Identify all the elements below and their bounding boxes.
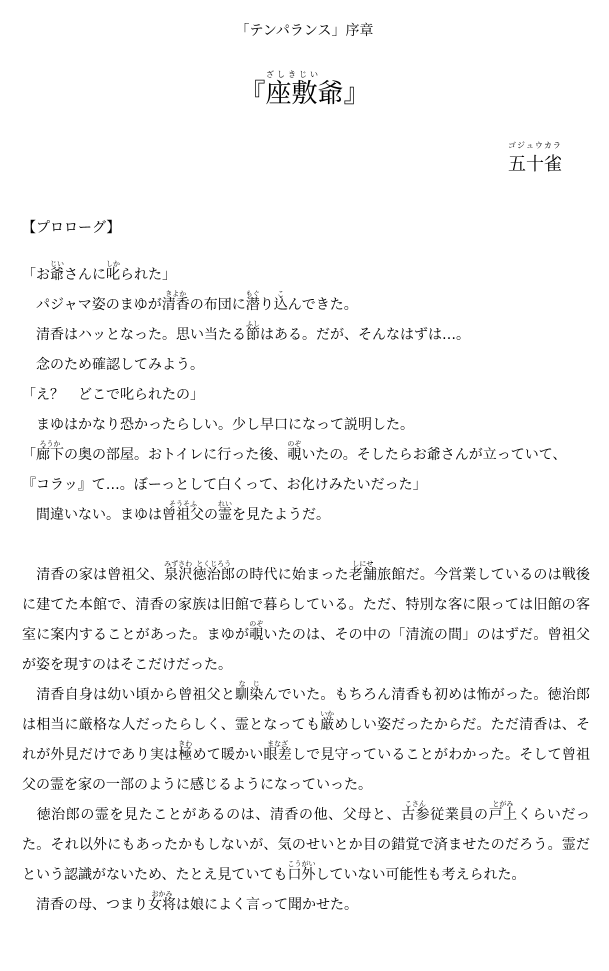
ruby-word: 爺じい xyxy=(50,260,64,283)
ruby-word: 覗のぞ xyxy=(287,440,302,463)
text-run: んできた。 xyxy=(287,297,358,313)
ruby-reading: こうがい xyxy=(287,860,316,868)
ruby-word: 戸上とがみ xyxy=(488,800,518,823)
ruby-reading: きわ xyxy=(178,740,193,748)
narration-paragraph xyxy=(22,320,590,350)
narration-paragraph xyxy=(22,410,590,440)
ruby-reading: とがみ xyxy=(488,800,518,808)
author-name: 五十雀 xyxy=(508,154,562,175)
ruby-word: 霊れい xyxy=(218,500,232,523)
text-run: 清香自身は幼い頃から曾祖父と xyxy=(36,687,236,703)
ruby-word: 女将おかみ xyxy=(148,890,176,913)
ruby-reading: ふし xyxy=(246,320,260,328)
ruby-reading: じい xyxy=(50,260,64,268)
text-run: は娘によく言って聞かせた。 xyxy=(176,897,358,913)
dialogue-line xyxy=(22,380,590,410)
text-run: めて暖かい xyxy=(192,747,264,763)
ruby-word: 口外こうがい xyxy=(287,860,316,883)
ruby-word: 曾祖父そうそふ xyxy=(162,500,204,523)
text-run: 「お xyxy=(22,267,50,283)
narration-paragraph xyxy=(22,500,590,530)
text-run: の奥の部屋。おトイレに行った後、 xyxy=(64,447,288,463)
ruby-reading: じ xyxy=(249,680,264,688)
text-run: 清香はハッとなった。思い当たる xyxy=(36,327,246,343)
ruby-reading: しか xyxy=(106,260,120,268)
ruby-reading: しにせ xyxy=(348,560,377,568)
ruby-word: 眼差まなざ xyxy=(263,740,292,763)
ruby-word: 古参こさん xyxy=(401,800,431,823)
ruby-reading: まなざ xyxy=(263,740,292,748)
ruby-reading: こさん xyxy=(401,800,430,808)
text-run: いたのは、その中の「清流の間」のはずだ。曾祖父が姿を現すのはそこだけだった。 xyxy=(22,627,591,673)
ruby-word: 節ふし xyxy=(246,320,260,343)
ruby-reading: のぞ xyxy=(249,620,264,628)
text-run: 間違いない。まゆは xyxy=(36,507,162,523)
text-run: の布団に xyxy=(189,297,246,313)
text-run: 「 xyxy=(22,447,36,463)
story-body xyxy=(22,260,590,920)
text-run: んでいた。もちろん清香も初めは怖がった。徳治郎は相当に厳格な人だったらしく、霊となっても xyxy=(22,687,591,733)
ruby-word: 老舗しにせ xyxy=(348,560,378,583)
ruby-reading: とくじろう xyxy=(192,560,235,568)
dialogue-line xyxy=(22,260,590,290)
ruby-reading: こ xyxy=(273,290,288,298)
title-ruby: ざしきじい xyxy=(266,70,321,79)
ruby-reading: のぞ xyxy=(287,440,302,448)
ruby-word: 清香きよか xyxy=(161,290,190,313)
ruby-reading: もぐ xyxy=(245,290,260,298)
text-run: いたの。そしたらお爺さんが立っていて、 xyxy=(301,447,567,463)
narration-paragraph xyxy=(22,680,590,800)
ruby-reading: おかみ xyxy=(148,890,176,898)
text-run: はある。だが、そんなはずは…。 xyxy=(260,327,470,343)
paragraph-gap xyxy=(22,530,590,560)
narration-paragraph xyxy=(22,890,590,920)
ruby-reading: ろうか xyxy=(36,440,64,448)
narration-paragraph xyxy=(22,350,590,380)
text-run: を見たようだ。 xyxy=(232,507,330,523)
text-run: していない可能性も考えられた。 xyxy=(315,867,526,883)
ruby-reading: れい xyxy=(218,500,232,508)
text-run: 清香の家は曾祖父、 xyxy=(36,567,165,583)
narration-paragraph xyxy=(22,800,590,890)
author-ruby: ゴジュウカラ xyxy=(508,141,562,150)
text-run: しで見守っていることがわかった。そして曾祖父の霊を家の一部のように感じるようになっていった。 xyxy=(22,747,591,793)
narration-paragraph xyxy=(22,560,590,680)
text-run: られた」 xyxy=(120,267,176,283)
ruby-word: 極きわ xyxy=(178,740,193,763)
section-heading: 【プロローグ】 xyxy=(22,220,121,236)
ruby-word: 込こ xyxy=(273,290,288,313)
text-run: の xyxy=(204,507,218,523)
text-run: めしい姿だったからだ。ただ清香は、それが外見だけであり実は xyxy=(22,717,591,763)
ruby-reading: いか xyxy=(320,710,335,718)
text-run: 従業員の xyxy=(430,807,489,823)
story-title: 『座敷爺』 xyxy=(239,79,370,109)
text-run: 「え？ どこで叱られたの」 xyxy=(22,387,204,403)
text-run: くらいだった。それ以外にもあったかもしないが、気のせいとか目の錯覚で済ませたのだろう。霊だという認識がないため、たとえ見ていても xyxy=(22,807,591,883)
ruby-word: 染じ xyxy=(249,680,264,703)
text-run: り xyxy=(259,297,274,313)
dialogue-line xyxy=(22,470,590,500)
ruby-word: 徳治郎とくじろう xyxy=(192,560,236,583)
text-run: まゆはかなり恐かったらしい。少し早口になって説明した。 xyxy=(36,417,414,433)
ruby-word: 馴な xyxy=(235,680,250,703)
ruby-word: 厳いか xyxy=(320,710,335,733)
ruby-reading: きよか xyxy=(161,290,190,298)
text-run: パジャマ姿のまゆが xyxy=(36,297,162,313)
text-run: 『コラッ』て…。ぼーっとして白くって、お化けみたいだった」 xyxy=(22,477,427,493)
dialogue-line xyxy=(22,440,590,470)
text-run: 旅館だ。今営業しているのは戦後に建てた本館で、清香の家族は旧館で暮らしている。ただ、特別な客に限っては旧館の客室に案内することがあった。まゆが xyxy=(22,567,591,643)
text-run: 徳治郎の霊を見たことがあるのは、清香の他、父母と、 xyxy=(36,807,402,823)
ruby-reading: みずさわ xyxy=(164,560,193,568)
ruby-word: 泉沢みずさわ xyxy=(164,560,193,583)
text-run: の時代に始まった xyxy=(235,567,349,583)
text-run: 清香の母、つまり xyxy=(36,897,148,913)
series-title: 「テンパランス」序章 xyxy=(235,23,374,39)
narration-paragraph xyxy=(22,290,590,320)
ruby-reading: な xyxy=(235,680,250,688)
ruby-word: 覗のぞ xyxy=(249,620,264,643)
ruby-word: 廊下ろうか xyxy=(36,440,64,463)
ruby-word: 潜もぐ xyxy=(245,290,260,313)
ruby-reading: そうそふ xyxy=(162,500,204,508)
ruby-word: 叱しか xyxy=(106,260,120,283)
text-run: さんに xyxy=(64,267,106,283)
text-run: 念のため確認してみよう。 xyxy=(36,357,204,373)
